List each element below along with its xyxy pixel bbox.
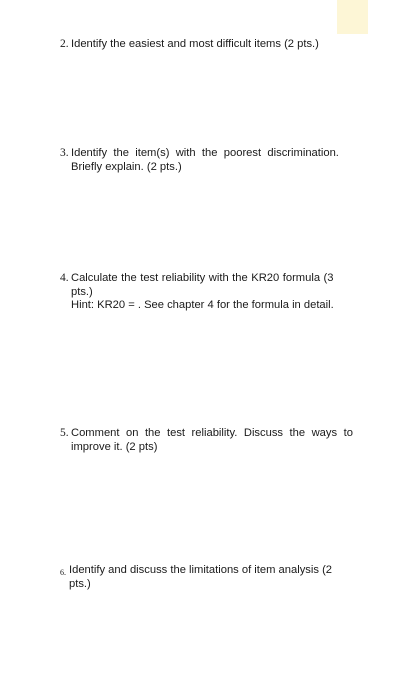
question-text: Calculate the test reliability with the KR20 formula (3 bbox=[71, 272, 334, 284]
question-number: 3. bbox=[60, 147, 69, 159]
question-number: 2. bbox=[60, 38, 69, 50]
question-text: improve it. (2 pts) bbox=[71, 440, 158, 453]
question-hint: Hint: KR20 = . See chapter 4 for the formula in detail. bbox=[71, 299, 334, 311]
question-number: 5. bbox=[60, 427, 69, 439]
question-text: Briefly explain. (2 pts.) bbox=[71, 160, 182, 173]
question-2 bbox=[60, 38, 368, 52]
question-5 bbox=[60, 427, 368, 454]
question-text: Identify the easiest and most difficult items (2 pts.) bbox=[71, 38, 319, 50]
question-6 bbox=[60, 564, 368, 591]
question-text: Identify and discuss the limitations of item analysis (2 bbox=[69, 564, 333, 576]
question-text: pts.) bbox=[69, 577, 91, 590]
question-text: Identify the item(s) with the poorest discrimination. bbox=[71, 147, 339, 159]
question-text: Comment on the test reliability. Discuss the ways to bbox=[71, 427, 353, 439]
question-text: pts.) bbox=[71, 285, 93, 298]
question-number: 6. bbox=[60, 568, 66, 577]
question-number: 4. bbox=[60, 272, 69, 284]
corner-highlight bbox=[337, 0, 368, 34]
question-3 bbox=[60, 147, 368, 174]
question-4 bbox=[60, 272, 368, 313]
